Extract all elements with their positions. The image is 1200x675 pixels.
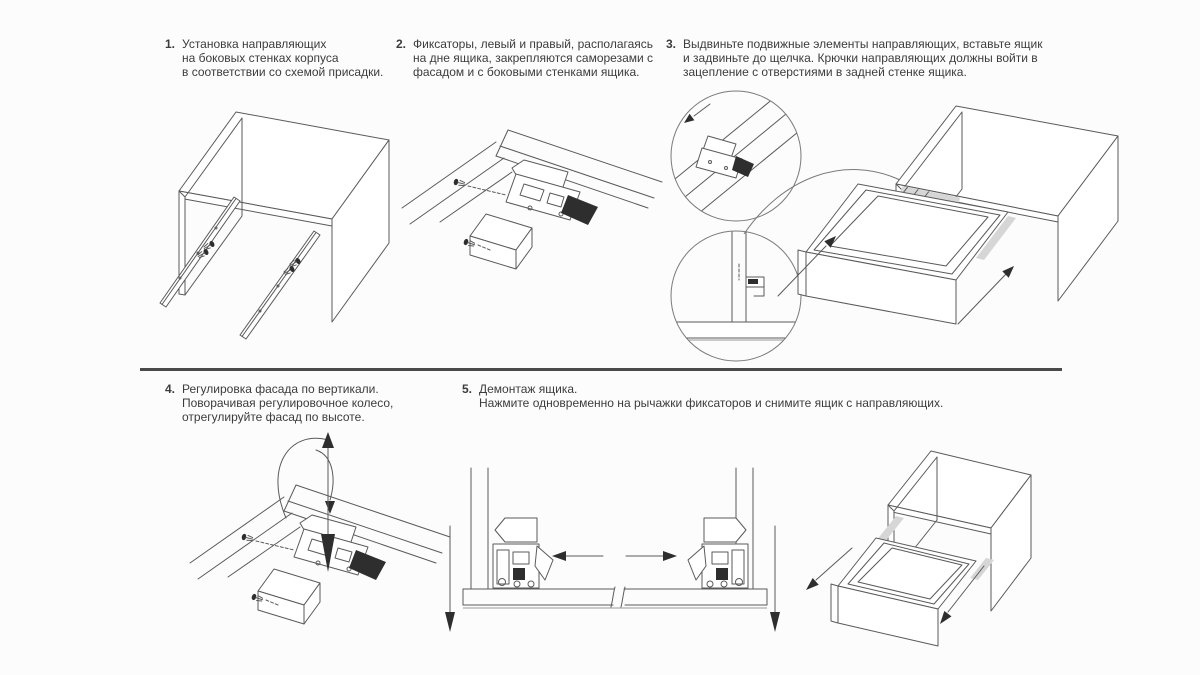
press-arrow-right: [626, 551, 677, 561]
step4-diagram-facade-adjustment: [178, 422, 460, 668]
press-arrow-left: [552, 551, 603, 561]
step-5-text: [462, 382, 962, 410]
drawer-tray: [831, 538, 976, 646]
step-number: 2.: [396, 37, 407, 51]
slide-rail-right: [240, 231, 320, 339]
step-number: 3.: [666, 37, 677, 51]
step-lines: Выдвиньте подвижные элементы направляющих, вставьте ящик и задвиньте до щелчка. Крючки направляющих должны войти в зацепление с отверстиями в задней стенке ящика.: [683, 37, 1043, 79]
step5-diagram-front-view: [438, 438, 806, 666]
fixator-latch-left: [493, 518, 553, 588]
step2-diagram-fixator-corner: [398, 100, 666, 332]
fixator-latch-right: [688, 518, 748, 588]
down-arrow-right: [770, 526, 780, 632]
step3-diagram-insert-drawer: [658, 84, 1156, 372]
step-number: 1.: [165, 37, 176, 51]
fixator-latch-assembly: [402, 130, 662, 269]
step-4-text: [165, 382, 445, 424]
insert-arrow-right: [958, 266, 1014, 324]
step-lines: Регулировка фасада по вертикали. Поворачивая регулировочное колесо, отрегулируйте фасад по высоте.: [182, 382, 394, 424]
step-3-text: [666, 37, 1076, 79]
cabinet-carcass: [179, 112, 389, 322]
detail-circle-latch: [664, 91, 801, 222]
detail-circle-hook: [670, 231, 804, 361]
step-lines: Установка направляющих на боковых стенках корпуса в соответствии со схемой присадки.: [182, 37, 384, 79]
step-lines: Фиксаторы, левый и правый, располагаясь на дне ящика, закрепляются саморезами с фасадом и с боковыми стенками ящика.: [413, 37, 654, 79]
step-number: 5.: [462, 382, 473, 396]
step-number: 4.: [165, 382, 176, 396]
step-2-text: [396, 37, 666, 79]
step-lines: Демонтаж ящика. Нажмите одновременно на рычажки фиксаторов и снимите ящик с направляющих.: [479, 382, 944, 410]
down-arrow-left: [445, 526, 455, 632]
step1-diagram-cabinet-with-slides: [146, 98, 438, 364]
fixator-latch-assembly: [190, 485, 450, 624]
slide-rail-left: [160, 197, 240, 307]
drawer-bottom-board: [463, 587, 767, 608]
step5-diagram-remove-drawer: [788, 418, 1078, 668]
